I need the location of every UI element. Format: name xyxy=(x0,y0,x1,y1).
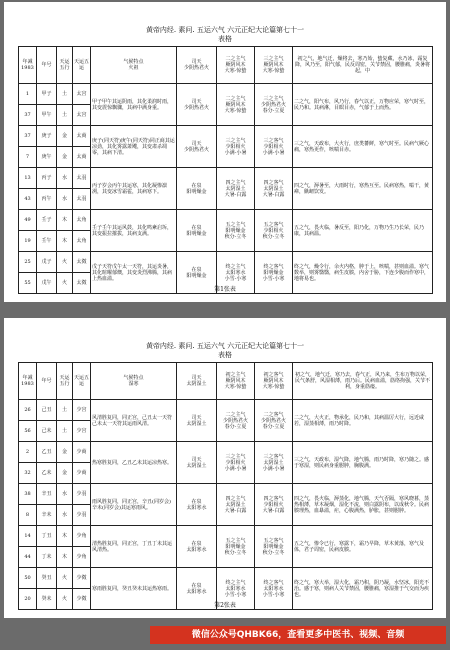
climate-table-2 xyxy=(18,362,433,610)
cell-v: 太徵 xyxy=(73,273,91,294)
cell-q2: 二之主气 厥阴风木 大寒-惊蛰 xyxy=(217,84,255,126)
cell-desc: 终之气，寒大举，湿大化，霜乃积，阴乃凝，水坚冰，阳光不治。感于寒，则病人关节禁固，腰脽痛，寒湿推于气交而为疾也。 xyxy=(293,568,433,610)
climate-table-1 xyxy=(18,46,433,294)
cell-e: 水 xyxy=(57,505,73,526)
table-page-2 xyxy=(4,318,446,618)
cell-desc: 三之气，天政布，大火行，庶类蕃鲜，寒气时至。民病气厥心痛，寒热更作，咳喘目赤。 xyxy=(293,126,433,168)
cell-q2: 五之主气 阳明燥金 秋分-立冬 xyxy=(217,210,255,252)
column-header: 初之气，地气迁，燥将去，寒乃始，蛰复藏，水乃冰，霜复降，风乃至，阳气郁，民反周密，关节禁固，腰脽痛，炎暑将起，中 xyxy=(293,47,433,84)
cell-clim: 寒雨胜复同，癸丑癸未其运热寒雨。 xyxy=(91,568,177,610)
page-title: 黄帝内经. 素问. 五运六气 六元正纪大论篇第七十一 xyxy=(145,342,305,350)
cell-v: 太角 xyxy=(73,231,91,252)
cell-clim: 戊子天符戊午太一天符，其运炎暑，其化暄曜郁燠，其变炎烈沸腾，其病上热血溢。 xyxy=(91,252,177,294)
page-title: 黄帝内经. 素问. 五运六气 六元正纪大论篇第七十一 xyxy=(145,26,305,34)
cell-n: 56 xyxy=(19,421,37,442)
cell-n: 37 xyxy=(19,126,37,147)
cell-q3: 四之客气 太阴湿土 大暑-白露 xyxy=(255,168,293,210)
table-row xyxy=(19,526,433,547)
column-header: 司天 太阴湿土 xyxy=(177,363,217,400)
cell-e: 水 xyxy=(57,484,73,505)
column-header: 气候特点 火祖 xyxy=(91,47,177,84)
table-row xyxy=(19,84,433,105)
cell-n: 1 xyxy=(19,84,37,105)
cell-clim: 风清胜复同，同正宫，己丑太一天符己未太一天符其运雨风清。 xyxy=(91,400,177,442)
cell-clim: 庚子(同天符)庚午(同天符)同正商其运凉劲，其化雾露萧飕，其变肃杀凋零，其病下清。 xyxy=(91,126,177,168)
cell-n: 32 xyxy=(19,463,37,484)
cell-y: 丁未 xyxy=(37,547,57,568)
table-row xyxy=(19,400,433,421)
cell-e: 金 xyxy=(57,147,73,168)
cell-q2: 三之主气 少阳相火 小满-小暑 xyxy=(217,442,255,484)
cell-q3: 五之客气 阳明燥金 秋分-立冬 xyxy=(255,526,293,568)
cell-v: 少宫 xyxy=(73,421,91,442)
cell-v: 少宫 xyxy=(73,400,91,421)
cell-e: 木 xyxy=(57,526,73,547)
cell-e: 土 xyxy=(57,84,73,105)
column-header: 天运五运 xyxy=(73,363,91,400)
cell-n: 7 xyxy=(19,147,37,168)
cell-y: 乙丑 xyxy=(37,442,57,463)
table-row xyxy=(19,126,433,147)
column-header: 三之主气 厥阴风木 大寒-惊蛰 xyxy=(255,47,293,84)
cell-e: 金 xyxy=(57,463,73,484)
cell-st: 司天 太阴湿土 xyxy=(177,400,217,442)
cell-n: 2 xyxy=(19,442,37,463)
cell-desc: 四之气，畏火临，溽蒸化，地气腾，天气否隔，寒风晓暮，蒸热相薄，草木凝烟，湿化不流，则白露阴布，以成秋令。民病腠理热，血暴溢，疟，心腹满热，胪胀，甚则胕肿。 xyxy=(293,484,433,526)
cell-clim: 雨风胜复同，同正宫，辛丑(同岁会)辛未(同岁会)其运寒雨风。 xyxy=(91,484,177,526)
column-header: 初之客气 厥阴风木 大寒-惊蛰 xyxy=(255,363,293,400)
column-header: 年号 xyxy=(37,363,57,400)
cell-v: 少羽 xyxy=(73,484,91,505)
column-header: 初之主气 厥阴风木 大寒-惊蛰 xyxy=(217,363,255,400)
cell-y: 己丑 xyxy=(37,400,57,421)
cell-st: 在泉 太阳寒水 xyxy=(177,568,217,610)
cell-e: 水 xyxy=(57,189,73,210)
cell-q2: 四之主气 太阴湿土 大暑-白露 xyxy=(217,168,255,210)
cell-desc: 终之气，燥令行，余火内格，肿于上，咳喘，甚则血溢。寒气数举，则雾翳翳，病生皮腠，内舍于胁，下连少腹而作寒中，地将易也。 xyxy=(293,252,433,294)
cell-st: 在泉 太阳寒水 xyxy=(177,526,217,568)
cell-v: 少角 xyxy=(73,526,91,547)
cell-q3: 五之客气 少阳相火 秋分-立冬 xyxy=(255,210,293,252)
cell-y: 辛丑 xyxy=(37,484,57,505)
cell-v: 少羽 xyxy=(73,505,91,526)
watermark-banner: 微信公众号QHBK66，查看更多中医书、视频、音频 xyxy=(150,626,446,644)
cell-q3: 终之客气 阳明燥金 小雪-小寒 xyxy=(255,252,293,294)
cell-e: 金 xyxy=(57,126,73,147)
cell-q2: 四之主气 太阴湿土 大暑-白露 xyxy=(217,484,255,526)
cell-y: 庚子 xyxy=(37,126,57,147)
cell-q3: 四之客气 少阳相火 大暑-白露 xyxy=(255,484,293,526)
cell-y: 己未 xyxy=(37,421,57,442)
cell-st: 在泉 阳明燥金 xyxy=(177,252,217,294)
cell-q2: 终之主气 太阳寒水 小雪-小寒 xyxy=(217,252,255,294)
cell-st: 司天 少阴热君火 xyxy=(177,84,217,126)
column-header: 年号 xyxy=(37,47,57,84)
cell-desc: 五之气，畏火临，暑反至，阳乃化，万物乃生乃长荣，民乃康，其病温。 xyxy=(293,210,433,252)
cell-v: 少徵 xyxy=(73,589,91,610)
cell-q2: 五之主气 阳明燥金 秋分-立冬 xyxy=(217,526,255,568)
table-row xyxy=(19,484,433,505)
cell-e: 火 xyxy=(57,273,73,294)
table-row xyxy=(19,442,433,463)
cell-y: 癸丑 xyxy=(37,568,57,589)
column-header: 二之主气 厥阴风木 大寒-惊蛰 xyxy=(217,47,255,84)
cell-v: 太徵 xyxy=(73,252,91,273)
cell-n: 20 xyxy=(19,589,37,610)
cell-st: 在泉 太阳寒水 xyxy=(177,484,217,526)
cell-v: 太角 xyxy=(73,210,91,231)
cell-v: 少徵 xyxy=(73,568,91,589)
cell-n: 38 xyxy=(19,484,37,505)
cell-q2: 三之主气 少阳相火 小满-小暑 xyxy=(217,126,255,168)
cell-y: 甲午 xyxy=(37,105,57,126)
cell-clim: 甲子甲午其运阴雨，其化柔润时雨，其变震惊飘骤，其病中满身重。 xyxy=(91,84,177,126)
column-header: 年减1983 xyxy=(19,47,37,84)
cell-v: 太宫 xyxy=(73,84,91,105)
cell-v: 太羽 xyxy=(73,168,91,189)
cell-q3: 三之客气 太阴湿土 小满-小暑 xyxy=(255,442,293,484)
cell-y: 戊子 xyxy=(37,252,57,273)
cell-st: 在泉 阳明燥金 xyxy=(177,210,217,252)
table-row xyxy=(19,168,433,189)
cell-desc: 五之气，惨令已行，寒露下，霜乃早降，草木黄落，寒气及体，君子周密，民病皮腠。 xyxy=(293,526,433,568)
cell-y: 癸未 xyxy=(37,589,57,610)
cell-n: 55 xyxy=(19,273,37,294)
column-header: 天运五行 xyxy=(57,363,73,400)
table-row xyxy=(19,252,433,273)
cell-q3: 三之主气 少阴热君火 春分-立夏 xyxy=(255,84,293,126)
cell-st: 司天 太阴湿土 xyxy=(177,442,217,484)
table-row xyxy=(19,568,433,589)
page-footer: 第1张表 xyxy=(214,286,236,293)
column-header: 天运五行 xyxy=(57,47,73,84)
cell-v: 少商 xyxy=(73,463,91,484)
cell-e: 火 xyxy=(57,589,73,610)
cell-st: 在泉 阳明燥金 xyxy=(177,168,217,210)
cell-e: 木 xyxy=(57,210,73,231)
column-header: 天运五运 xyxy=(73,47,91,84)
page-subtitle: 表格 xyxy=(218,351,232,359)
page-footer: 第2张表 xyxy=(214,602,236,609)
cell-v: 少商 xyxy=(73,442,91,463)
column-header: 气候特点 湿寒 xyxy=(91,363,177,400)
cell-clim: 壬子壬午其运风鼓，其化鸣紊启坼，其变振拉摧拔，其病支满。 xyxy=(91,210,177,252)
cell-y: 丁丑 xyxy=(37,526,57,547)
column-header: 初之气，地气迁，寒乃去，春气正，风乃来，生布万物以荣，民气条舒，风湿相薄，雨乃后。民病血溢，筋络拘强，关节不利，身重筋痿。 xyxy=(293,363,433,400)
cell-q2: 终之主气 太阳寒水 小雪-小寒 xyxy=(217,568,255,610)
cell-clim: 热寒胜复同，乙丑乙未其运凉热寒。 xyxy=(91,442,177,484)
cell-n: 8 xyxy=(19,505,37,526)
cell-e: 土 xyxy=(57,400,73,421)
cell-y: 丙子 xyxy=(37,168,57,189)
cell-n: 25 xyxy=(19,252,37,273)
cell-y: 壬子 xyxy=(37,210,57,231)
table-page-1 xyxy=(4,2,446,302)
cell-desc: 二之气，大火正，物承化，民乃和，其病温厉大行，远近咸若，湿蒸相薄，雨乃时降。 xyxy=(293,400,433,442)
cell-v: 太商 xyxy=(73,126,91,147)
cell-e: 木 xyxy=(57,547,73,568)
cell-v: 太羽 xyxy=(73,189,91,210)
page-subtitle: 表格 xyxy=(218,35,232,43)
cell-n: 14 xyxy=(19,526,37,547)
cell-e: 火 xyxy=(57,568,73,589)
cell-y: 甲子 xyxy=(37,84,57,105)
cell-n: 49 xyxy=(19,210,37,231)
cell-n: 43 xyxy=(19,189,37,210)
cell-y: 戊午 xyxy=(37,273,57,294)
cell-e: 水 xyxy=(57,168,73,189)
cell-y: 丙午 xyxy=(37,189,57,210)
cell-v: 太商 xyxy=(73,147,91,168)
cell-v: 少角 xyxy=(73,547,91,568)
cell-e: 火 xyxy=(57,252,73,273)
cell-y: 乙未 xyxy=(37,463,57,484)
cell-clim: 丙子岁会丙午其运寒，其化凝惨凛冽，其变冰雪霜雹，其病寒下。 xyxy=(91,168,177,210)
cell-e: 土 xyxy=(57,421,73,442)
cell-desc: 二之气，阳气布，风乃行，春气以正，万物应荣，寒气时至，民乃和。其病淋，目瞑目赤，气郁于上而热。 xyxy=(293,84,433,126)
cell-desc: 四之气，溽暑至，大雨时行，寒热互至。民病寒热，嗌干，黄瘅，鼽衄饮发。 xyxy=(293,168,433,210)
cell-e: 木 xyxy=(57,231,73,252)
cell-n: 13 xyxy=(19,168,37,189)
cell-e: 金 xyxy=(57,442,73,463)
table-row xyxy=(19,210,433,231)
cell-n: 19 xyxy=(19,231,37,252)
cell-st: 司天 少阴热君火 xyxy=(177,126,217,168)
cell-y: 壬午 xyxy=(37,231,57,252)
cell-desc: 三之气，天政布，湿气降，地气腾，雨乃时降，寒乃随之。感于寒湿，则民病身重胕肿，胸腹满。 xyxy=(293,442,433,484)
cell-n: 44 xyxy=(19,547,37,568)
cell-y: 辛未 xyxy=(37,505,57,526)
cell-q3: 二之客气 少阴热君火 春分-立夏 xyxy=(255,400,293,442)
cell-q3: 三之客气 少阳相火 小满-小暑 xyxy=(255,126,293,168)
cell-e: 土 xyxy=(57,105,73,126)
cell-n: 26 xyxy=(19,400,37,421)
cell-q3: 终之客气 太阳寒水 小雪-小寒 xyxy=(255,568,293,610)
column-header: 司天 少阴热君火 xyxy=(177,47,217,84)
column-header: 年减1983 xyxy=(19,363,37,400)
cell-q2: 二之主气 少阴热君火 春分-立夏 xyxy=(217,400,255,442)
page-gap xyxy=(4,302,446,318)
cell-y: 庚午 xyxy=(37,147,57,168)
cell-v: 太宫 xyxy=(73,105,91,126)
cell-clim: 清热胜复同，同正宫，丁丑丁未其运风清热。 xyxy=(91,526,177,568)
cell-n: 50 xyxy=(19,568,37,589)
cell-n: 37 xyxy=(19,105,37,126)
